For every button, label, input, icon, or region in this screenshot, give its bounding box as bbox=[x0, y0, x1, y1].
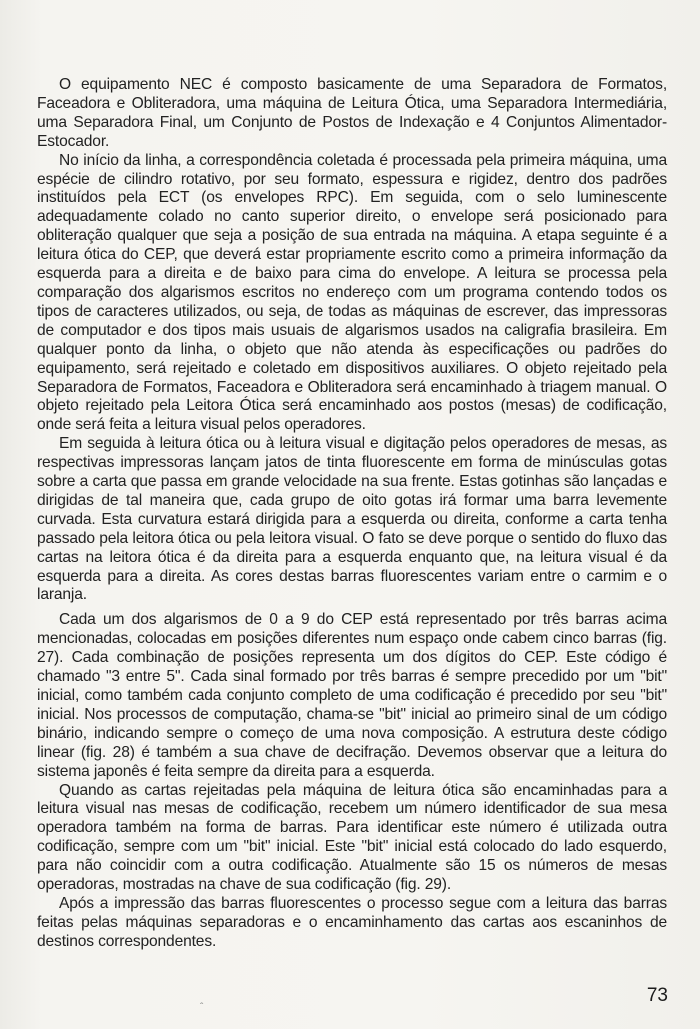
body-text bbox=[37, 76, 667, 952]
paragraph-line-start: No início da linha, a correspondência coletada é processada pela primeira máquina, uma espécie de cilindro rotativo, por seu formato, espessura e rigidez, dentro dos padrões instituídos pela ECT (os envelopes RPC). Em seguida, com o selo luminescente adequadamente colado no canto superior direito, o envelope será posicionado para obliteração qualquer que seja a posição de sua entrada na máquina. A etapa seguinte é a leitura ótica do CEP, que deverá estar propriamente escrito como a primeira informação da esquerda para a direita e de baixo para cima do envelope. A leitura se processa pela comparação dos algarismos escritos no endereço com um programa contendo todos os tipos de caracteres utilizados, ou seja, de todas as máquinas de escrever, das impressoras de computador e dos tipos mais usuais de algarismos usados na caligrafia brasileira. Em qualquer ponto da linha, o objeto que não atenda às especificações ou padrões do equipamento, será rejeitado e coletado em dispositivos auxiliares. O objeto rejeitado pela Separadora de Formatos, Faceadora e Obliteradora será encaminhado à triagem manual. O objeto rejeitado pela Leitora Ótica será encaminhado aos postos (mesas) de codificação, onde será feita a leitura visual pelos operadores. bbox=[37, 151, 667, 434]
stray-ink-mark: ˆ bbox=[200, 1002, 204, 1013]
paragraph-nec-equipment: O equipamento NEC é composto basicamente de uma Separadora de Formatos, Faceadora e Obliteradora, uma máquina de Leitura Ótica, uma Separadora Intermediária, uma Separadora Final, um Conjunto de Postos de Indexação e 4 Conjuntos Alimentador-Estocador. bbox=[37, 76, 667, 150]
paragraph-final-sorting: Após a impressão das barras fluorescentes o processo segue com a leitura das barras feitas pelas máquinas separadoras e o encaminhamento das cartas aos escaninhos de destinos correspondentes. bbox=[37, 894, 667, 950]
paragraph-rejected-letters: Quando as cartas rejeitadas pela máquina de leitura ótica são encaminhadas para a leitura visual nas mesas de codificação, recebem um número identificador de sua mesa operadora também na forma de barras. Para identificar este número é utilizada outra codificação, sempre com um "bit" inicial. Este "bit" inicial está colocado do lado esquerdo, para não coincidir com a outra codificação. Atualmente são 15 os números de mesas operadoras, mostradas na chave de sua codificação (fig. 29). bbox=[37, 781, 667, 894]
paragraph-fluorescent-ink: Em seguida à leitura ótica ou à leitura visual e digitação pelos operadores de mesas, as respectivas impressoras lançam jatos de tinta fluorescente em forma de minúsculas gotas sobre a carta que passa em grande velocidade na sua frente. Estas gotinhas são lançadas e dirigidas de tal maneira que, cada grupo de oito gotas irá formar uma barra levemente curvada. Esta curvatura estará dirigida para a esquerda ou direita, conforme a carta tenha passado pela leitora ótica ou pela leitora visual. O fato se deve porque o sentido do fluxo das cartas na leitora ótica é da direita para a esquerda enquanto que, na leitura visual é da esquerda para a direita. As cores destas barras fluorescentes variam entre o carmim e o laranja. bbox=[37, 435, 667, 604]
paragraph-cep-code: Cada um dos algarismos de 0 a 9 do CEP está representado por três barras acima mencionadas, colocadas em posições diferentes num espaço onde cabem cinco barras (fig. 27). Cada combinação de posições representa um dos dígitos do CEP. Este código é chamado "3 entre 5". Cada sinal formado por três barras é sempre precedido por um "bit" inicial, como também cada conjunto completo de uma codificação é precedido por seu "bit" inicial. Nos processos de computação, chama-se "bit" inicial ao primeiro sinal de um código binário, indicando sempre o começo de uma nova composição. A estrutura deste código linear (fig. 28) é também a sua chave de decifração. Devemos observar que a leitura do sistema japonês é feita sempre da direita para a esquerda. bbox=[37, 611, 667, 780]
page-number: 73 bbox=[646, 985, 668, 1006]
